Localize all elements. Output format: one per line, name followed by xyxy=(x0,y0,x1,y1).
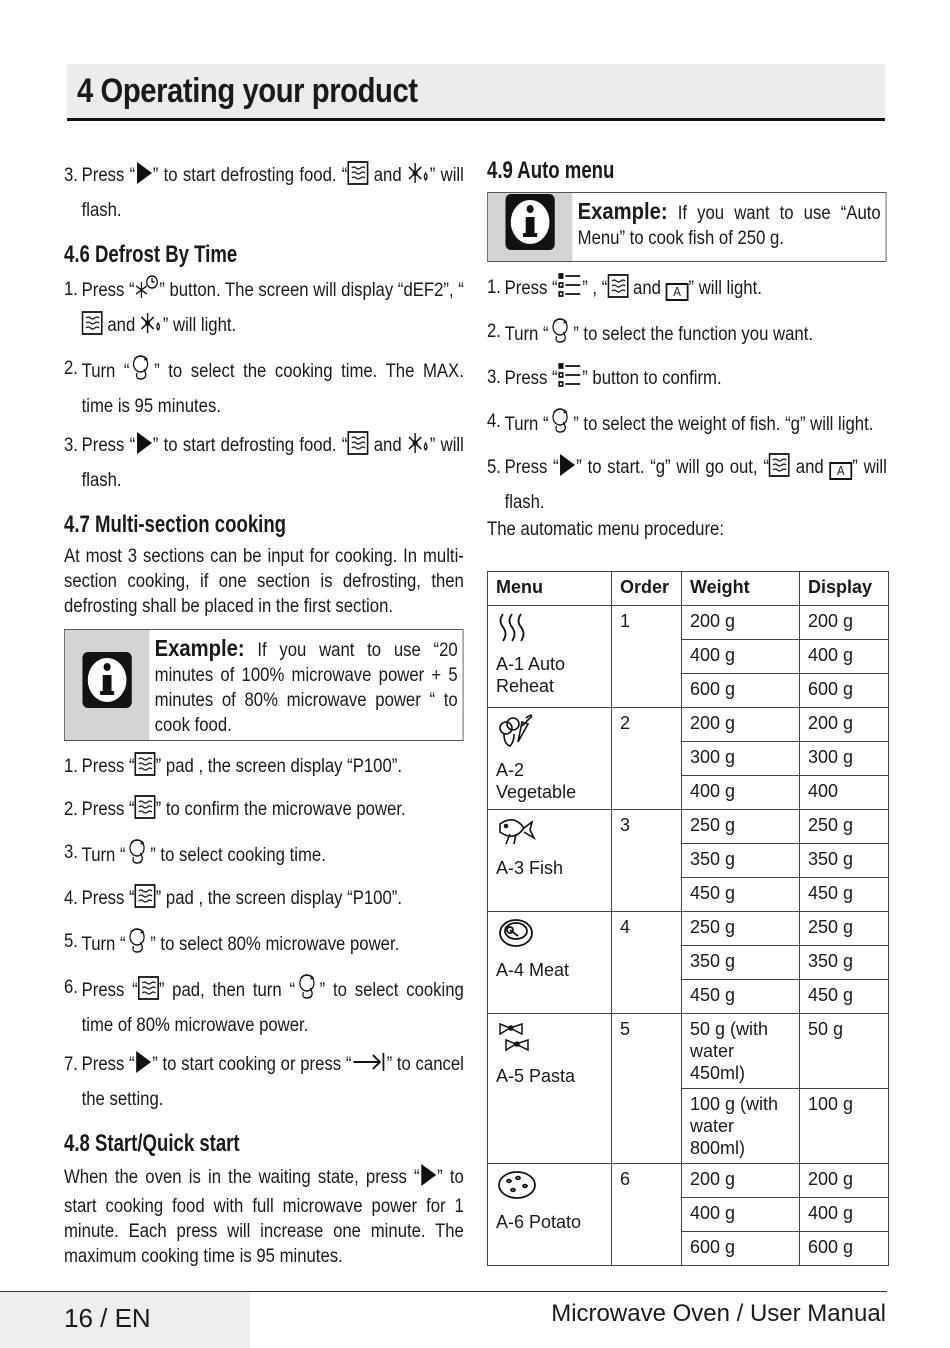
steam-icon xyxy=(496,610,530,649)
microwave-icon xyxy=(347,161,368,195)
auto-menu-icon xyxy=(558,362,583,398)
menu-cell xyxy=(488,606,612,708)
table-row xyxy=(488,810,889,844)
procedure-label: The automatic menu procedure: xyxy=(487,519,724,540)
microwave-icon xyxy=(82,311,103,345)
weight-cell: 100 g (with water 800ml) xyxy=(682,1089,800,1164)
auto-menu-icon xyxy=(558,272,583,308)
microwave-icon xyxy=(347,431,368,465)
display-cell: 600 g xyxy=(800,674,889,708)
start-play-icon xyxy=(559,453,577,487)
auto-step-1: 1. Press “ ” , “ and A ” will light. xyxy=(487,272,887,308)
weight-cell: 350 g xyxy=(682,844,800,878)
vegetable-icon xyxy=(496,712,536,755)
header-weight: Weight xyxy=(682,572,800,606)
example-box-auto-menu: Example: If you want to use “Auto Menu” to cook fish of 250 g. xyxy=(487,192,887,262)
section-title-4-8: 4.8 Start/Quick start xyxy=(64,1130,240,1157)
left-column xyxy=(64,160,464,1279)
menu-name: A-6 Potato xyxy=(496,1212,582,1232)
info-icon xyxy=(505,193,556,261)
knob-icon xyxy=(126,837,151,875)
table-row xyxy=(488,1164,889,1198)
display-cell: 450 g xyxy=(800,980,889,1014)
display-cell: 300 g xyxy=(800,742,889,776)
knob-icon xyxy=(126,926,151,964)
weight-cell: 200 g xyxy=(682,708,800,742)
knob-icon xyxy=(130,353,155,391)
weight-cell: 400 g xyxy=(682,776,800,810)
weight-cell: 600 g xyxy=(682,674,800,708)
weight-cell: 400 g xyxy=(682,640,800,674)
weight-cell: 250 g xyxy=(682,810,800,844)
display-cell: 400 xyxy=(800,776,889,810)
order-cell: 4 xyxy=(612,912,682,1014)
potato-icon xyxy=(496,1168,538,1207)
display-cell: 400 g xyxy=(800,1198,889,1232)
multi-step-6: 6. Press “ ” pad, then turn “ ” to select cooking time of 80% microwave power. xyxy=(64,972,464,1041)
multi-step-5: 5. Turn “ ” to select 80% microwave power. xyxy=(64,926,464,964)
knob-icon xyxy=(549,406,574,444)
weight-cell: 450 g xyxy=(682,878,800,912)
multi-section-intro: At most 3 sections can be input for cooking. In multi-section cooking, if one section is defrosting, then defrosting shall be placed in the first section. xyxy=(64,546,464,617)
menu-cell xyxy=(488,912,612,1014)
menu-name: A-3 Fish xyxy=(496,858,564,878)
microwave-icon xyxy=(135,795,156,829)
order-cell: 2 xyxy=(612,708,682,810)
display-cell: 600 g xyxy=(800,1232,889,1266)
info-icon xyxy=(82,651,133,719)
microwave-icon xyxy=(135,752,156,786)
auto-display-icon: A xyxy=(829,462,852,480)
defrost-icon xyxy=(407,161,430,195)
table-row xyxy=(488,606,889,640)
table-row xyxy=(488,1014,889,1089)
order-cell: 3 xyxy=(612,810,682,912)
weight-cell: 300 g xyxy=(682,742,800,776)
example-box-multi-section: Example: If you want to use “20 minutes of 100% microwave power + 5 minutes of 80% microwave power “ to cook food. xyxy=(64,629,464,741)
header-order: Order xyxy=(612,572,682,606)
auto-step-4: 4. Turn “ ” to select the weight of fish. “g” will light. xyxy=(487,406,887,444)
manual-title: Microwave Oven / User Manual xyxy=(551,1300,886,1327)
knob-icon xyxy=(549,316,574,354)
menu-name: A-2 Vegetable xyxy=(496,760,577,802)
multi-step-4: 4. Press “ ” pad , the screen display “P100”. xyxy=(64,883,464,918)
defrost-time-step-3: 3. Press “ ” to start defrosting food. “ and ” will flash. xyxy=(64,430,464,496)
multi-step-3: 3. Turn “ ” to select cooking time. xyxy=(64,837,464,875)
order-cell: 6 xyxy=(612,1164,682,1266)
display-cell: 200 g xyxy=(800,708,889,742)
auto-menu-table xyxy=(487,571,889,1266)
order-cell: 5 xyxy=(612,1014,682,1164)
section-title-4-6: 4.6 Defrost By Time xyxy=(64,241,238,268)
weight-cell: 200 g xyxy=(682,606,800,640)
fish-icon xyxy=(496,814,536,853)
auto-step-2: 2. Turn “ ” to select the function you want. xyxy=(487,316,887,354)
auto-step-5: 5. Press “ ” to start. “g” will go out, “ and A ” will flash. xyxy=(487,452,887,518)
table-row xyxy=(488,912,889,946)
chapter-title: 4 Operating your product xyxy=(77,72,418,110)
defrost-time-step-2: 2. Turn “ ” to select the cooking time. The MAX. time is 95 minutes. xyxy=(64,353,464,422)
weight-cell: 450 g xyxy=(682,980,800,1014)
menu-name: A-4 Meat xyxy=(496,960,570,980)
pasta-icon xyxy=(496,1018,536,1061)
start-play-icon xyxy=(135,1050,153,1084)
header-menu: Menu xyxy=(488,572,612,606)
auto-display-icon: A xyxy=(666,283,689,301)
table-row xyxy=(488,708,889,742)
weight-cell: 50 g (with water 450ml) xyxy=(682,1014,800,1089)
defrost-time-icon xyxy=(135,274,160,310)
start-play-icon xyxy=(135,431,153,465)
section-title-4-7: 4.7 Multi-section cooking xyxy=(64,511,287,538)
microwave-icon xyxy=(138,976,159,1010)
multi-step-7: 7. Press “ ” to start cooking or press “ ” to cancel the setting. xyxy=(64,1049,464,1115)
weight-cell: 600 g xyxy=(682,1232,800,1266)
multi-step-2: 2. Press “ ” to confirm the microwave power. xyxy=(64,794,464,829)
display-cell: 200 g xyxy=(800,606,889,640)
display-cell: 350 g xyxy=(800,844,889,878)
microwave-icon xyxy=(135,884,156,918)
defrost-icon xyxy=(407,431,430,465)
table-header-row xyxy=(488,572,889,606)
display-cell: 50 g xyxy=(800,1014,889,1089)
quick-start-text: When the oven is in the waiting state, press “ ” to start cooking food with full microwave power for 1 minute. Each press will increase one minute. The maximum cooking time is 95 minutes. xyxy=(64,1163,464,1269)
display-cell: 450 g xyxy=(800,878,889,912)
weight-cell: 200 g xyxy=(682,1164,800,1198)
defrost-time-step-1: 1. Press “ ” button. The screen will display “dEF2”, “ and ” will light. xyxy=(64,274,464,345)
weight-cell: 250 g xyxy=(682,912,800,946)
menu-cell xyxy=(488,1014,612,1164)
weight-cell: 350 g xyxy=(682,946,800,980)
display-cell: 200 g xyxy=(800,1164,889,1198)
chapter-header xyxy=(67,64,885,121)
menu-name: A-1 Auto Reheat xyxy=(496,654,566,696)
display-cell: 250 g xyxy=(800,810,889,844)
microwave-icon xyxy=(607,274,628,308)
start-play-icon xyxy=(135,161,153,195)
knob-icon xyxy=(295,972,320,1010)
page-number: 16 / EN xyxy=(64,1303,151,1333)
menu-cell xyxy=(488,1164,612,1266)
display-cell: 100 g xyxy=(800,1089,889,1164)
order-cell: 1 xyxy=(612,606,682,708)
right-column xyxy=(487,157,887,542)
defrost-icon xyxy=(140,311,163,345)
start-play-icon xyxy=(420,1163,438,1194)
section-title-4-9: 4.9 Auto menu xyxy=(487,157,615,184)
menu-cell xyxy=(488,708,612,810)
weight-cell: 400 g xyxy=(682,1198,800,1232)
display-cell: 250 g xyxy=(800,912,889,946)
auto-step-3: 3. Press “ ” button to confirm. xyxy=(487,362,887,398)
microwave-icon xyxy=(769,453,790,487)
menu-cell xyxy=(488,810,612,912)
display-cell: 350 g xyxy=(800,946,889,980)
display-cell: 400 g xyxy=(800,640,889,674)
table-body xyxy=(488,606,889,1266)
meat-icon xyxy=(496,916,536,955)
footer-divider xyxy=(0,1291,887,1292)
multi-step-1: 1. Press “ ” pad , the screen display “P100”. xyxy=(64,751,464,786)
defrost-weight-step-3: 3. Press “ ” to start defrosting food. “ and ” will flash. xyxy=(64,160,464,226)
menu-name: A-5 Pasta xyxy=(496,1066,576,1086)
stop-cancel-icon xyxy=(351,1050,386,1084)
header-display: Display xyxy=(800,572,889,606)
